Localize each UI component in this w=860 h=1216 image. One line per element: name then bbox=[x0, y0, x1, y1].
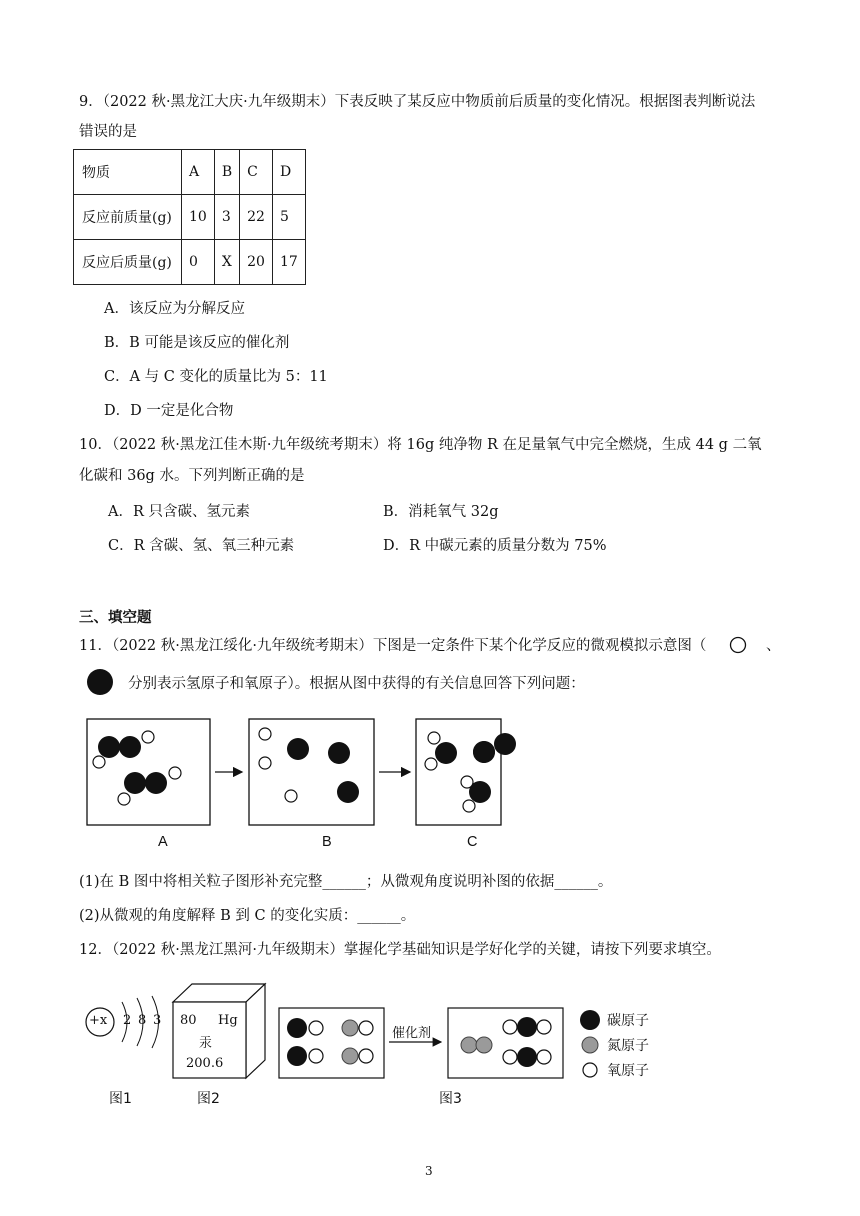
nucleus-charge: +x bbox=[89, 1013, 108, 1028]
table-row bbox=[74, 195, 306, 240]
oxygen-atom-legend-icon bbox=[578, 1058, 602, 1082]
figure-label-a: A bbox=[158, 834, 168, 850]
box-c-oxygen-atom bbox=[488, 727, 522, 761]
table-cell: X bbox=[214, 240, 239, 285]
table-cell: 反应后质量(g) bbox=[74, 240, 182, 285]
q10-option-b[interactable]: B．消耗氧气 32g bbox=[383, 504, 499, 520]
table-cell: 0 bbox=[182, 240, 215, 285]
figure-2-label: 图2 bbox=[197, 1091, 220, 1107]
catalytic-reaction-diagram bbox=[275, 1000, 575, 1090]
figure-3-label: 图3 bbox=[439, 1091, 462, 1107]
q9-option-d[interactable]: D．D 一定是化合物 bbox=[104, 403, 234, 419]
table-cell: 物质 bbox=[74, 150, 182, 195]
q11-subquestion-2: (2)从微观的角度解释 B 到 C 的变化实质：______。 bbox=[79, 908, 416, 924]
table-cell: 17 bbox=[272, 240, 305, 285]
carbon-atom-legend-icon bbox=[578, 1008, 602, 1032]
table-cell: 反应前质量(g) bbox=[74, 195, 182, 240]
q12-stem: 12．（2022 秋·黑龙江黑河·九年级期末）掌握化学基础知识是学好化学的关键，请按下列要求填空。 bbox=[79, 942, 721, 958]
table-cell: B bbox=[214, 150, 239, 195]
q11-stem-line1: 11．（2022 秋·黑龙江绥化·九年级统考期末）下图是一定条件下某个化学反应的微观模拟示意图（ bbox=[79, 638, 707, 654]
section-title: 三、填空题 bbox=[79, 609, 152, 626]
figure-label-b: B bbox=[322, 834, 332, 850]
table-cell: A bbox=[182, 150, 215, 195]
table-header-row bbox=[74, 150, 306, 195]
nitrogen-atom-legend-icon bbox=[578, 1033, 602, 1057]
element-name: 汞 bbox=[199, 1036, 213, 1051]
figure-1-label: 图1 bbox=[109, 1091, 132, 1107]
q9-mass-table bbox=[73, 149, 306, 285]
q10-option-a[interactable]: A．R 只含碳、氢元素 bbox=[108, 504, 250, 520]
q9-option-c[interactable]: C．A 与 C 变化的质量比为 5：11 bbox=[104, 369, 328, 385]
shell-electrons-1: 2 bbox=[123, 1013, 132, 1028]
q10-option-c[interactable]: C．R 含碳、氢、氧三种元素 bbox=[108, 538, 295, 554]
legend-oxygen: 氧原子 bbox=[607, 1063, 649, 1079]
q9-stem-line2: 错误的是 bbox=[79, 124, 137, 140]
q11-reaction-diagram bbox=[84, 715, 504, 857]
q10-stem-line1: 10．（2022 秋·黑龙江佳木斯·九年级统考期末）将 16g 纯净物 R 在足量氧气中完全燃烧，生成 44 g 二氧 bbox=[79, 437, 762, 453]
table-cell: C bbox=[240, 150, 273, 195]
table-cell: 22 bbox=[240, 195, 273, 240]
element-symbol: Hg bbox=[218, 1013, 238, 1028]
atomic-number: 80 bbox=[180, 1013, 197, 1028]
shell-electrons-2: 8 bbox=[138, 1013, 147, 1028]
legend-nitrogen: 氮原子 bbox=[607, 1038, 649, 1054]
q9-option-b[interactable]: B．B 可能是该反应的催化剂 bbox=[104, 335, 290, 351]
table-cell: 5 bbox=[272, 195, 305, 240]
q9-option-a[interactable]: A．该反应为分解反应 bbox=[104, 301, 245, 317]
hydrogen-atom-legend-icon bbox=[727, 634, 749, 656]
table-cell: 10 bbox=[182, 195, 215, 240]
q10-stem-line2: 化碳和 36g 水。下列判断正确的是 bbox=[79, 468, 305, 484]
shell-electrons-3: 3 bbox=[153, 1013, 162, 1028]
q11-stem-line2: 分别表示氢原子和氧原子）。根据从图中获得的有关信息回答下列问题： bbox=[128, 676, 585, 692]
q10-option-d[interactable]: D．R 中碳元素的质量分数为 75% bbox=[383, 538, 607, 554]
legend-carbon: 碳原子 bbox=[607, 1013, 649, 1029]
table-row bbox=[74, 240, 306, 285]
table-cell: 3 bbox=[214, 195, 239, 240]
oxygen-atom-legend-icon bbox=[84, 666, 116, 698]
q9-stem-line1: 9．（2022 秋·黑龙江大庆·九年级期末）下表反映了某反应中物质前后质量的变化情况。根据图表判断说法 bbox=[79, 94, 756, 110]
table-cell: 20 bbox=[240, 240, 273, 285]
figure-label-c: C bbox=[467, 834, 478, 850]
q11-separator: 、 bbox=[766, 638, 781, 654]
table-cell: D bbox=[272, 150, 305, 195]
atomic-mass: 200.6 bbox=[186, 1056, 224, 1071]
catalyst-label: 催化剂 bbox=[392, 1026, 432, 1041]
q11-subquestion-1: (1)在 B 图中将相关粒子图形补充完整______；从微观角度说明补图的依据______。 bbox=[79, 874, 613, 890]
page-number: 3 bbox=[425, 1164, 433, 1178]
